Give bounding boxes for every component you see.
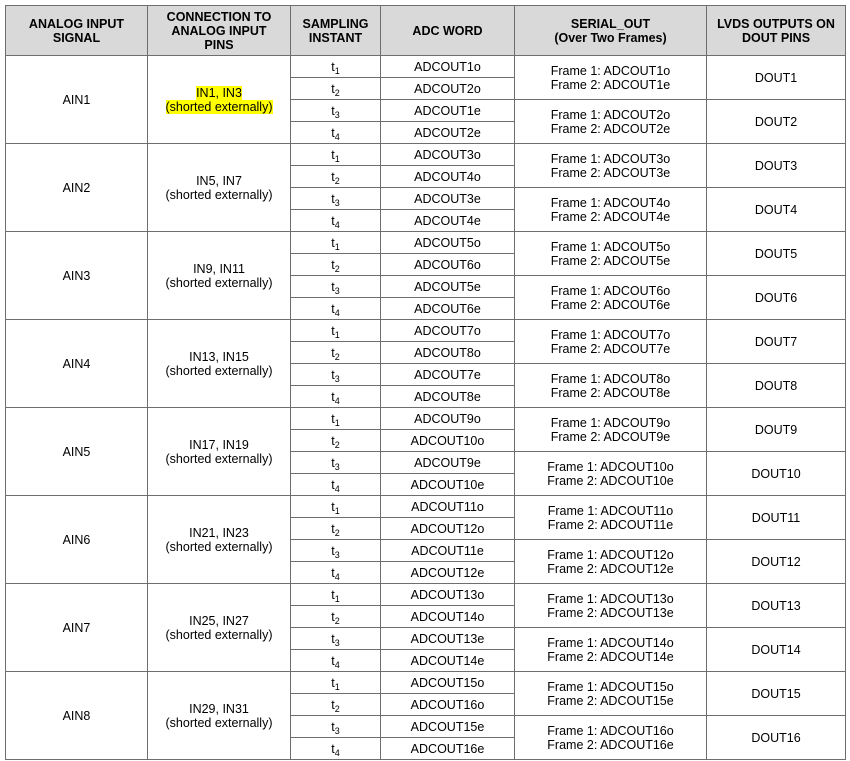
sampling-instant-index: 4	[334, 131, 340, 142]
sampling-instant-cell	[291, 452, 381, 474]
sampling-instant-base: t	[331, 653, 335, 668]
sampling-instant-cell	[291, 144, 381, 166]
adc-word-cell: ADCOUT10o	[381, 430, 515, 452]
sampling-instant-cell	[291, 232, 381, 254]
adc-word-cell: ADCOUT15o	[381, 672, 515, 694]
sampling-instant-index: 2	[334, 351, 340, 362]
sampling-instant-index: 1	[334, 153, 340, 164]
frame-2-label: Frame 2: ADCOUT5e	[550, 253, 671, 268]
frame-1-label: Frame 1: ADCOUT3o	[550, 151, 671, 166]
connection-pins-cell	[148, 320, 291, 408]
analog-input-signal-cell: AIN5	[6, 408, 148, 496]
adc-word-cell: ADCOUT9e	[381, 452, 515, 474]
dout-pin-cell: DOUT7	[707, 320, 846, 364]
pin-pair-label: IN5, IN7	[196, 173, 242, 188]
sampling-instant-base: t	[331, 345, 335, 360]
frame-1-label: Frame 1: ADCOUT13o	[547, 591, 674, 606]
adc-mapping-table	[5, 5, 846, 760]
sampling-instant-cell	[291, 100, 381, 122]
sampling-instant-index: 2	[334, 175, 340, 186]
sampling-instant-base: t	[331, 323, 335, 338]
adc-word-cell: ADCOUT7e	[381, 364, 515, 386]
serial-out-cell	[515, 100, 707, 144]
adc-word-cell: ADCOUT13o	[381, 584, 515, 606]
serial-out-cell	[515, 452, 707, 496]
adc-word-cell: ADCOUT7o	[381, 320, 515, 342]
serial-out-cell	[515, 144, 707, 188]
serial-out-cell	[515, 672, 707, 716]
sampling-instant-index: 2	[334, 263, 340, 274]
frame-1-label: Frame 1: ADCOUT8o	[550, 371, 671, 386]
pin-pair-label: IN29, IN31	[189, 701, 249, 716]
sampling-instant-index: 1	[334, 505, 340, 516]
pin-pair-label: IN17, IN19	[189, 437, 249, 452]
serial-out-cell	[515, 364, 707, 408]
adc-word-cell: ADCOUT2o	[381, 78, 515, 100]
sampling-instant-base: t	[331, 59, 335, 74]
frame-2-label: Frame 2: ADCOUT15e	[547, 693, 674, 708]
sampling-instant-base: t	[331, 565, 335, 580]
header-adc-word: ADC WORD	[381, 6, 515, 56]
sampling-instant-base: t	[331, 191, 335, 206]
sampling-instant-cell	[291, 628, 381, 650]
sampling-instant-index: 1	[334, 241, 340, 252]
header-connection-pins: CONNECTION TO ANALOG INPUT PINS	[148, 6, 291, 56]
connection-pins-cell	[148, 56, 291, 144]
sampling-instant-cell	[291, 474, 381, 496]
frame-2-label: Frame 2: ADCOUT3e	[550, 165, 671, 180]
connection-pins-cell	[148, 232, 291, 320]
frame-2-label: Frame 2: ADCOUT1e	[550, 77, 671, 92]
sampling-instant-base: t	[331, 235, 335, 250]
sampling-instant-cell	[291, 166, 381, 188]
frame-1-label: Frame 1: ADCOUT4o	[550, 195, 671, 210]
serial-out-cell	[515, 276, 707, 320]
frame-1-label: Frame 1: ADCOUT12o	[547, 547, 674, 562]
sampling-instant-index: 3	[334, 285, 340, 296]
sampling-instant-base: t	[331, 367, 335, 382]
sampling-instant-base: t	[331, 103, 335, 118]
analog-input-signal-cell: AIN3	[6, 232, 148, 320]
sampling-instant-base: t	[331, 521, 335, 536]
frame-1-label: Frame 1: ADCOUT1o	[550, 63, 671, 78]
adc-word-cell: ADCOUT2e	[381, 122, 515, 144]
sampling-instant-cell	[291, 298, 381, 320]
shorted-note-label: (shorted externally)	[165, 539, 273, 554]
analog-input-signal-cell: AIN8	[6, 672, 148, 760]
frame-1-label: Frame 1: ADCOUT16o	[547, 723, 674, 738]
pin-pair-label: IN21, IN23	[189, 525, 249, 540]
frame-2-label: Frame 2: ADCOUT7e	[550, 341, 671, 356]
adc-word-cell: ADCOUT5e	[381, 276, 515, 298]
frame-2-label: Frame 2: ADCOUT2e	[550, 121, 671, 136]
frame-1-label: Frame 1: ADCOUT10o	[547, 459, 674, 474]
serial-out-cell	[515, 320, 707, 364]
sampling-instant-cell	[291, 562, 381, 584]
serial-out-cell	[515, 56, 707, 100]
sampling-instant-base: t	[331, 301, 335, 316]
dout-pin-cell: DOUT8	[707, 364, 846, 408]
sampling-instant-cell	[291, 650, 381, 672]
frame-2-label: Frame 2: ADCOUT4e	[550, 209, 671, 224]
dout-pin-cell: DOUT9	[707, 408, 846, 452]
sampling-instant-base: t	[331, 81, 335, 96]
frame-1-label: Frame 1: ADCOUT11o	[547, 503, 674, 518]
sampling-instant-index: 1	[334, 65, 340, 76]
sampling-instant-cell	[291, 408, 381, 430]
analog-input-signal-cell: AIN7	[6, 584, 148, 672]
frame-1-label: Frame 1: ADCOUT15o	[547, 679, 674, 694]
sampling-instant-cell	[291, 364, 381, 386]
frame-1-label: Frame 1: ADCOUT9o	[550, 415, 671, 430]
dout-pin-cell: DOUT5	[707, 232, 846, 276]
analog-input-signal-cell: AIN1	[6, 56, 148, 144]
table-row	[6, 320, 846, 342]
adc-word-cell: ADCOUT6o	[381, 254, 515, 276]
sampling-instant-cell	[291, 694, 381, 716]
table-row	[6, 56, 846, 78]
sampling-instant-base: t	[331, 609, 335, 624]
sampling-instant-base: t	[331, 499, 335, 514]
frame-2-label: Frame 2: ADCOUT13e	[547, 605, 674, 620]
serial-out-cell	[515, 408, 707, 452]
pin-pair-label: IN13, IN15	[189, 349, 249, 364]
sampling-instant-base: t	[331, 279, 335, 294]
serial-out-cell	[515, 628, 707, 672]
shorted-note-label: (shorted externally)	[165, 451, 273, 466]
sampling-instant-cell	[291, 188, 381, 210]
sampling-instant-index: 2	[334, 703, 340, 714]
connection-pins-cell	[148, 584, 291, 672]
frame-1-label: Frame 1: ADCOUT14o	[547, 635, 674, 650]
sampling-instant-index: 3	[334, 461, 340, 472]
adc-word-cell: ADCOUT11o	[381, 496, 515, 518]
sampling-instant-index: 3	[334, 197, 340, 208]
sampling-instant-base: t	[331, 697, 335, 712]
adc-word-cell: ADCOUT8o	[381, 342, 515, 364]
sampling-instant-cell	[291, 78, 381, 100]
header-row	[6, 6, 846, 56]
sampling-instant-base: t	[331, 147, 335, 162]
sampling-instant-cell	[291, 540, 381, 562]
serial-out-cell	[515, 716, 707, 760]
sampling-instant-cell	[291, 320, 381, 342]
adc-word-cell: ADCOUT16o	[381, 694, 515, 716]
sampling-instant-cell	[291, 606, 381, 628]
adc-word-cell: ADCOUT1o	[381, 56, 515, 78]
frame-1-label: Frame 1: ADCOUT7o	[550, 327, 671, 342]
frame-2-label: Frame 2: ADCOUT6e	[550, 297, 671, 312]
dout-pin-cell: DOUT16	[707, 716, 846, 760]
pin-pair-label: IN1, IN3	[196, 85, 242, 100]
frame-2-label: Frame 2: ADCOUT11e	[547, 517, 674, 532]
adc-word-cell: ADCOUT8e	[381, 386, 515, 408]
sampling-instant-cell	[291, 276, 381, 298]
table-row	[6, 232, 846, 254]
sampling-instant-cell	[291, 672, 381, 694]
frame-2-label: Frame 2: ADCOUT12e	[547, 561, 674, 576]
sampling-instant-cell	[291, 386, 381, 408]
sampling-instant-index: 3	[334, 373, 340, 384]
sampling-instant-index: 2	[334, 439, 340, 450]
sampling-instant-index: 1	[334, 417, 340, 428]
shorted-note-label: (shorted externally)	[165, 99, 273, 114]
serial-out-cell	[515, 584, 707, 628]
sampling-instant-index: 3	[334, 109, 340, 120]
sampling-instant-index: 1	[334, 681, 340, 692]
sampling-instant-cell	[291, 518, 381, 540]
serial-out-cell	[515, 540, 707, 584]
adc-word-cell: ADCOUT10e	[381, 474, 515, 496]
shorted-note-label: (shorted externally)	[165, 627, 273, 642]
header-sampling-instant: SAMPLING INSTANT	[291, 6, 381, 56]
sampling-instant-base: t	[331, 741, 335, 756]
connection-pins-cell	[148, 408, 291, 496]
adc-word-cell: ADCOUT12e	[381, 562, 515, 584]
frame-2-label: Frame 2: ADCOUT14e	[547, 649, 674, 664]
sampling-instant-index: 2	[334, 615, 340, 626]
dout-pin-cell: DOUT1	[707, 56, 846, 100]
sampling-instant-index: 4	[334, 395, 340, 406]
connection-pins-cell	[148, 672, 291, 760]
sampling-instant-cell	[291, 496, 381, 518]
dout-pin-cell: DOUT2	[707, 100, 846, 144]
sampling-instant-base: t	[331, 543, 335, 558]
sampling-instant-base: t	[331, 587, 335, 602]
sampling-instant-cell	[291, 342, 381, 364]
sampling-instant-cell	[291, 430, 381, 452]
table-row	[6, 672, 846, 694]
sampling-instant-cell	[291, 56, 381, 78]
pin-pair-label: IN9, IN11	[193, 261, 245, 276]
dout-pin-cell: DOUT15	[707, 672, 846, 716]
sampling-instant-base: t	[331, 719, 335, 734]
adc-word-cell: ADCOUT12o	[381, 518, 515, 540]
serial-out-cell	[515, 188, 707, 232]
sampling-instant-index: 2	[334, 527, 340, 538]
sampling-instant-index: 3	[334, 637, 340, 648]
analog-input-signal-cell: AIN2	[6, 144, 148, 232]
sampling-instant-cell	[291, 584, 381, 606]
adc-word-cell: ADCOUT4o	[381, 166, 515, 188]
sampling-instant-cell	[291, 122, 381, 144]
connection-pins-cell	[148, 496, 291, 584]
dout-pin-cell: DOUT3	[707, 144, 846, 188]
serial-out-cell	[515, 496, 707, 540]
dout-pin-cell: DOUT11	[707, 496, 846, 540]
adc-word-cell: ADCOUT16e	[381, 738, 515, 760]
dout-pin-cell: DOUT10	[707, 452, 846, 496]
pin-pair-label: IN25, IN27	[189, 613, 249, 628]
sampling-instant-index: 3	[334, 549, 340, 560]
shorted-note-label: (shorted externally)	[165, 187, 273, 202]
adc-word-cell: ADCOUT5o	[381, 232, 515, 254]
sampling-instant-cell	[291, 738, 381, 760]
sampling-instant-base: t	[331, 433, 335, 448]
shorted-note-label: (shorted externally)	[165, 275, 273, 290]
sampling-instant-index: 4	[334, 659, 340, 670]
table-header	[6, 6, 846, 56]
shorted-note-label: (shorted externally)	[165, 715, 273, 730]
sampling-instant-index: 4	[334, 483, 340, 494]
dout-pin-cell: DOUT6	[707, 276, 846, 320]
sampling-instant-index: 1	[334, 593, 340, 604]
adc-word-cell: ADCOUT14e	[381, 650, 515, 672]
serial-out-cell	[515, 232, 707, 276]
adc-word-cell: ADCOUT3o	[381, 144, 515, 166]
frame-2-label: Frame 2: ADCOUT16e	[547, 737, 674, 752]
header-serial-out: SERIAL_OUT (Over Two Frames)	[515, 6, 707, 56]
sampling-instant-index: 4	[334, 747, 340, 758]
sampling-instant-base: t	[331, 477, 335, 492]
sampling-instant-base: t	[331, 257, 335, 272]
adc-word-cell: ADCOUT9o	[381, 408, 515, 430]
adc-word-cell: ADCOUT1e	[381, 100, 515, 122]
sampling-instant-base: t	[331, 389, 335, 404]
sampling-instant-base: t	[331, 675, 335, 690]
adc-word-cell: ADCOUT14o	[381, 606, 515, 628]
frame-2-label: Frame 2: ADCOUT8e	[550, 385, 671, 400]
adc-word-cell: ADCOUT11e	[381, 540, 515, 562]
frame-1-label: Frame 1: ADCOUT2o	[550, 107, 671, 122]
dout-pin-cell: DOUT12	[707, 540, 846, 584]
adc-word-cell: ADCOUT3e	[381, 188, 515, 210]
sampling-instant-index: 1	[334, 329, 340, 340]
sampling-instant-cell	[291, 254, 381, 276]
frame-2-label: Frame 2: ADCOUT10e	[547, 473, 674, 488]
table-row	[6, 144, 846, 166]
analog-input-signal-cell: AIN4	[6, 320, 148, 408]
sampling-instant-base: t	[331, 631, 335, 646]
sampling-instant-cell	[291, 210, 381, 232]
sampling-instant-index: 2	[334, 87, 340, 98]
table-row	[6, 496, 846, 518]
frame-1-label: Frame 1: ADCOUT6o	[550, 283, 671, 298]
sampling-instant-base: t	[331, 411, 335, 426]
shorted-note-label: (shorted externally)	[165, 363, 273, 378]
connection-pins-cell	[148, 144, 291, 232]
dout-pin-cell: DOUT14	[707, 628, 846, 672]
sampling-instant-base: t	[331, 455, 335, 470]
dout-pin-cell: DOUT4	[707, 188, 846, 232]
sampling-instant-index: 3	[334, 725, 340, 736]
header-lvds-outputs: LVDS OUTPUTS ON DOUT PINS	[707, 6, 846, 56]
table-row	[6, 584, 846, 606]
analog-input-signal-cell: AIN6	[6, 496, 148, 584]
adc-word-cell: ADCOUT4e	[381, 210, 515, 232]
frame-1-label: Frame 1: ADCOUT5o	[550, 239, 671, 254]
sampling-instant-base: t	[331, 169, 335, 184]
sampling-instant-base: t	[331, 213, 335, 228]
sampling-instant-index: 4	[334, 219, 340, 230]
adc-word-cell: ADCOUT6e	[381, 298, 515, 320]
dout-pin-cell: DOUT13	[707, 584, 846, 628]
sampling-instant-index: 4	[334, 307, 340, 318]
adc-word-cell: ADCOUT15e	[381, 716, 515, 738]
table-body	[6, 56, 846, 760]
table-row	[6, 408, 846, 430]
adc-word-cell: ADCOUT13e	[381, 628, 515, 650]
sampling-instant-index: 4	[334, 571, 340, 582]
sampling-instant-base: t	[331, 125, 335, 140]
frame-2-label: Frame 2: ADCOUT9e	[550, 429, 671, 444]
sampling-instant-cell	[291, 716, 381, 738]
header-analog-input-signal: ANALOG INPUT SIGNAL	[6, 6, 148, 56]
